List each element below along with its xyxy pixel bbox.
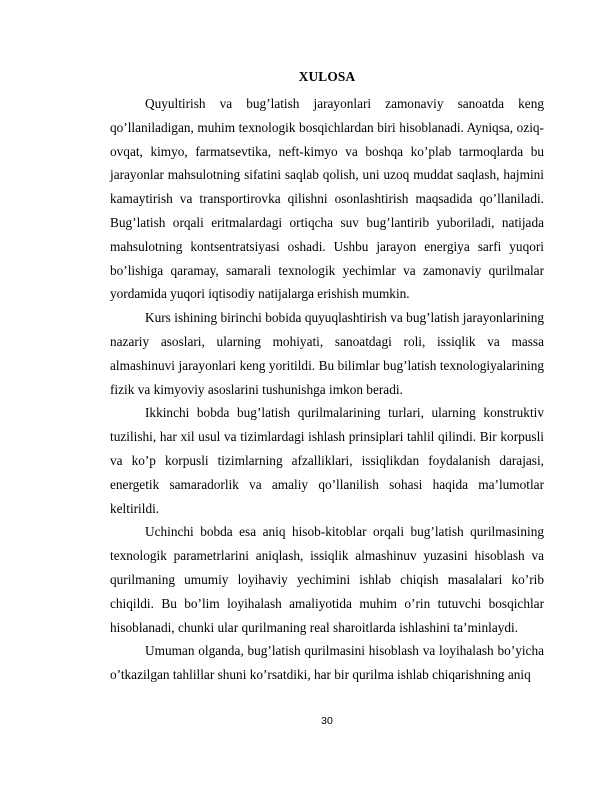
paragraph-3: Ikkinchi bobda bug’latish qurilmalarining turlari, ularning konstruktiv tuzilishi, har xil usul va tizimlardagi ishlash prinsiplari tahlil qilindi. Bir korpusli va ko’p korpusli tizimlarning afzalliklari, issiqlikdan foydalanish darajasi, energetik samaradorlik va amaliy qo’llanilish sohasi haqida ma’lumotlar keltirildi. xyxy=(110,405,544,516)
body-text xyxy=(110,92,544,687)
section-title: XULOSA xyxy=(298,69,356,84)
paragraph-1: Quyultirish va bug’latish jarayonlari zamonaviy sanoatda keng qo’llaniladigan, muhim texnologik bosqichlardan biri hisoblanadi. Ayniqsa, oziq-ovqat, kimyo, farmatsevtika, neft-kimyo va boshqa ko’plab tarmoqlarda bu jarayonlar mahsulotning sifatini saqlab qolish, uni uzoq muddat saqlash, hajmini kamaytirish va transportirovka qilishni osonlashtirish maqsadida qo’llaniladi. Bug’latish orqali eritmalardagi ortiqcha suv bug’lantirib yuboriladi, natijada mahsulotning kontsentratsiyasi oshadi. Ushbu jarayon energiya sarfi yuqori bo’lishiga qaramay, samarali texnologik yechimlar va zamonaviy qurilmalar yordamida yuqori iqtisodiy natijalarga erishish mumkin. xyxy=(110,96,544,302)
paragraph-5: Umuman olganda, bug’latish qurilmasini hisoblash va loyihalash bo’yicha o’tkazilgan tahlillar shuni ko’rsatdiki, har bir qurilma ishlab chiqarishning aniq xyxy=(110,643,544,683)
paragraph-4: Uchinchi bobda esa aniq hisob-kitoblar orqali bug’latish qurilmasining texnologik parametrlarini aniqlash, issiqlik almashinuv yuzasini hisoblash va qurilmaning umumiy loyihaviy yechimini ishlab chiqish masalalari ko’rib chiqildi. Bu bo’lim loyihalash amaliyotida muhim o’rin tutuvchi bosqichlar hisoblanadi, chunki ular qurilmaning real sharoitlarda ishlashini ta’minlaydi. xyxy=(110,524,544,635)
page-number: 30 xyxy=(321,715,333,727)
paragraph-2: Kurs ishining birinchi bobida quyuqlashtirish va bug’latish jarayonlarining nazariy asoslari, ularning mohiyati, sanoatdagi roli, issiqlik va massa almashinuvi jarayonlari keng yoritildi. Bu bilimlar bug’latish texnologiyalarining fizik va kimyoviy asoslarini tushunishga imkon beradi. xyxy=(110,310,544,397)
